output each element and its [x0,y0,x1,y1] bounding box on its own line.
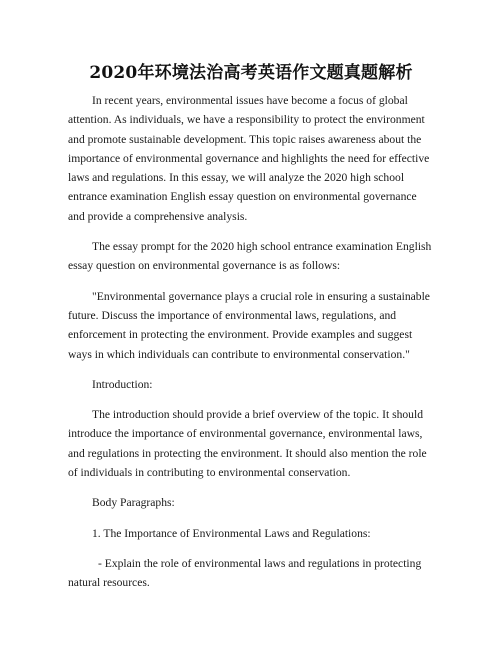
prompt-quote-paragraph: "Environmental governance plays a crucial role in ensuring a sustainable future. Discuss the importance of environmental laws, regulations, and enforcement in protecting the environment. Provide examples and suggest ways in which individuals can contribute to environmental conservation." [68,289,430,361]
document-title: 2020年环境法治高考英语作文题真题解析 [89,63,413,83]
section-1-heading: 1. The Importance of Environmental Laws and Regulations: [92,526,371,540]
introduction-heading: Introduction: [92,377,153,391]
intro-paragraph: In recent years, environmental issues have become a focus of global attention. As individuals, we have a responsibility to protect the environment and promote sustainable development. This topic raises awareness about the importance of environmental governance and highlights the need for effective laws and regulations. In this essay, we will analyze the 2020 high school entrance examination English essay question on environmental governance and provide a comprehensive analysis. [68,94,430,223]
body-paragraphs-heading: Body Paragraphs: [92,496,175,510]
introduction-paragraph: The introduction should provide a brief overview of the topic. It should introduce the importance of environmental governance, environmental laws, and regulations in protecting the environment. It should also mention the role of individuals in contributing to environmental conservation. [68,408,427,480]
document-body [68,91,434,593]
section-1-bullet-1: - Explain the role of environmental laws and regulations in protecting natural resources. [68,556,422,590]
prompt-intro-paragraph: The essay prompt for the 2020 high school entrance examination English essay question on environmental governance is as follows: [68,240,432,273]
